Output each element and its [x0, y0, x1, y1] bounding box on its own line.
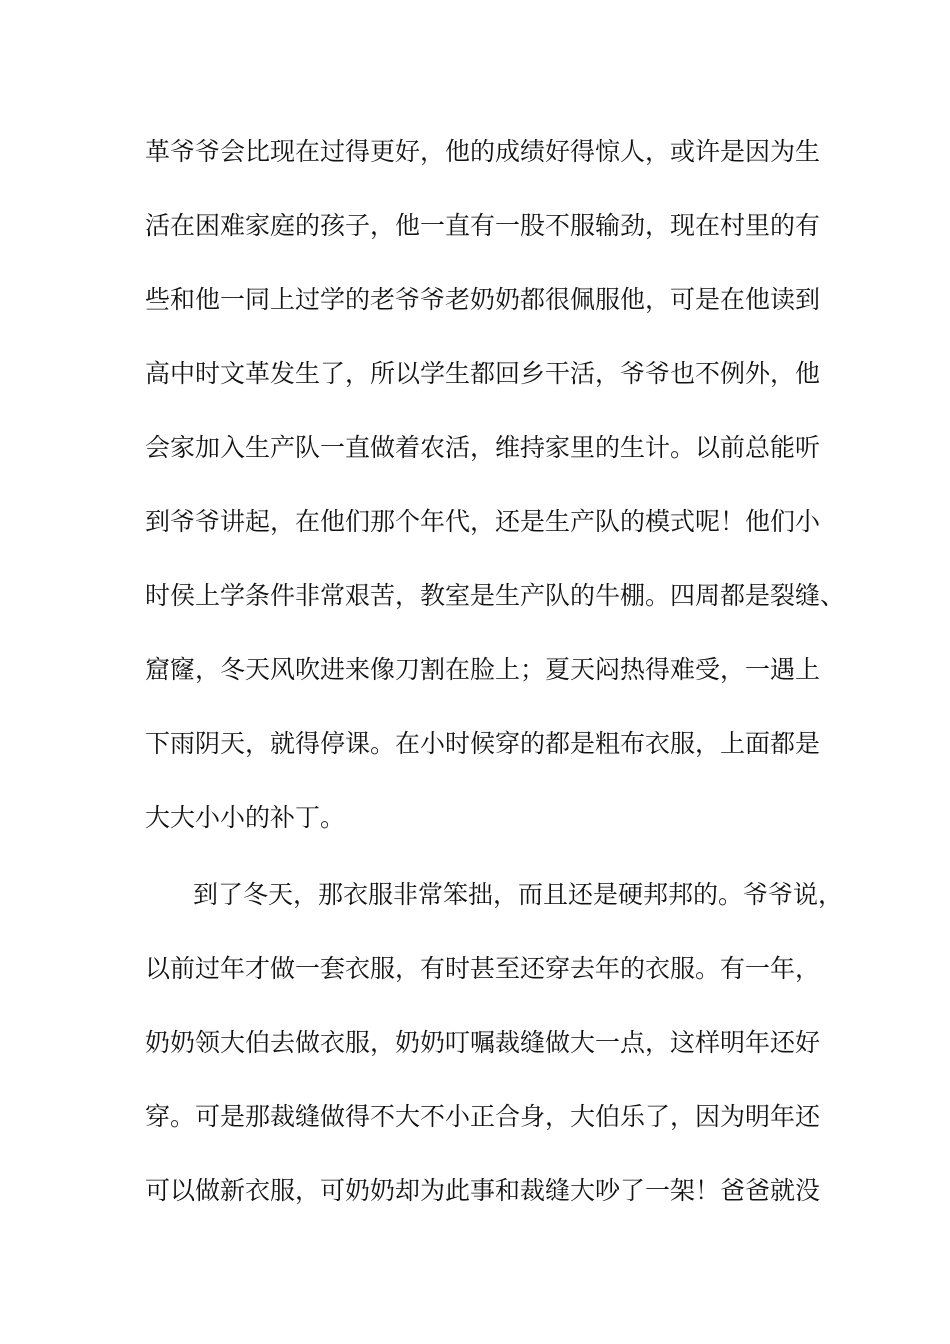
text-line: 奶奶领大伯去做衣服，奶奶叮嘱裁缝做大一点，这样明年还好	[145, 1028, 821, 1057]
text-line: 到爷爷讲起，在他们那个年代，还是生产队的模式呢！他们小	[145, 507, 821, 536]
text-line: 以前过年才做一套衣服，有时甚至还穿去年的衣服。有一年，	[145, 954, 821, 983]
text-line: 时侯上学条件非常艰苦，教室是生产队的牛棚。四周都是裂缝、	[145, 581, 846, 610]
text-line: 革爷爷会比现在过得更好，他的成绩好得惊人，或许是因为生	[145, 137, 821, 166]
text-line: 窟窿，冬天风吹进来像刀割在脸上；夏天闷热得难受，一遇上	[145, 655, 821, 684]
text-line: 大大小小的补丁。	[145, 803, 346, 832]
text-line: 穿。可是那裁缝做得不大不小正合身，大伯乐了，因为明年还	[145, 1102, 821, 1131]
text-line: 下雨阴天，就得停课。在小时候穿的都是粗布衣服，上面都是	[145, 729, 821, 758]
text-line: 些和他一同上过学的老爷爷老奶奶都很佩服他，可是在他读到	[145, 285, 821, 314]
text-line-indented: 到了冬天，那衣服非常笨拙，而且还是硬邦邦的。爷爷说，	[193, 880, 844, 909]
text-line: 高中时文革发生了，所以学生都回乡干活，爷爷也不例外，他	[145, 359, 821, 388]
text-line: 活在困难家庭的孩子，他一直有一股不服输劲，现在村里的有	[145, 211, 821, 240]
text-line: 可以做新衣服，可奶奶却为此事和裁缝大吵了一架！爸爸就没	[145, 1176, 821, 1205]
text-line: 会家加入生产队一直做着农活，维持家里的生计。以前总能听	[145, 433, 821, 462]
